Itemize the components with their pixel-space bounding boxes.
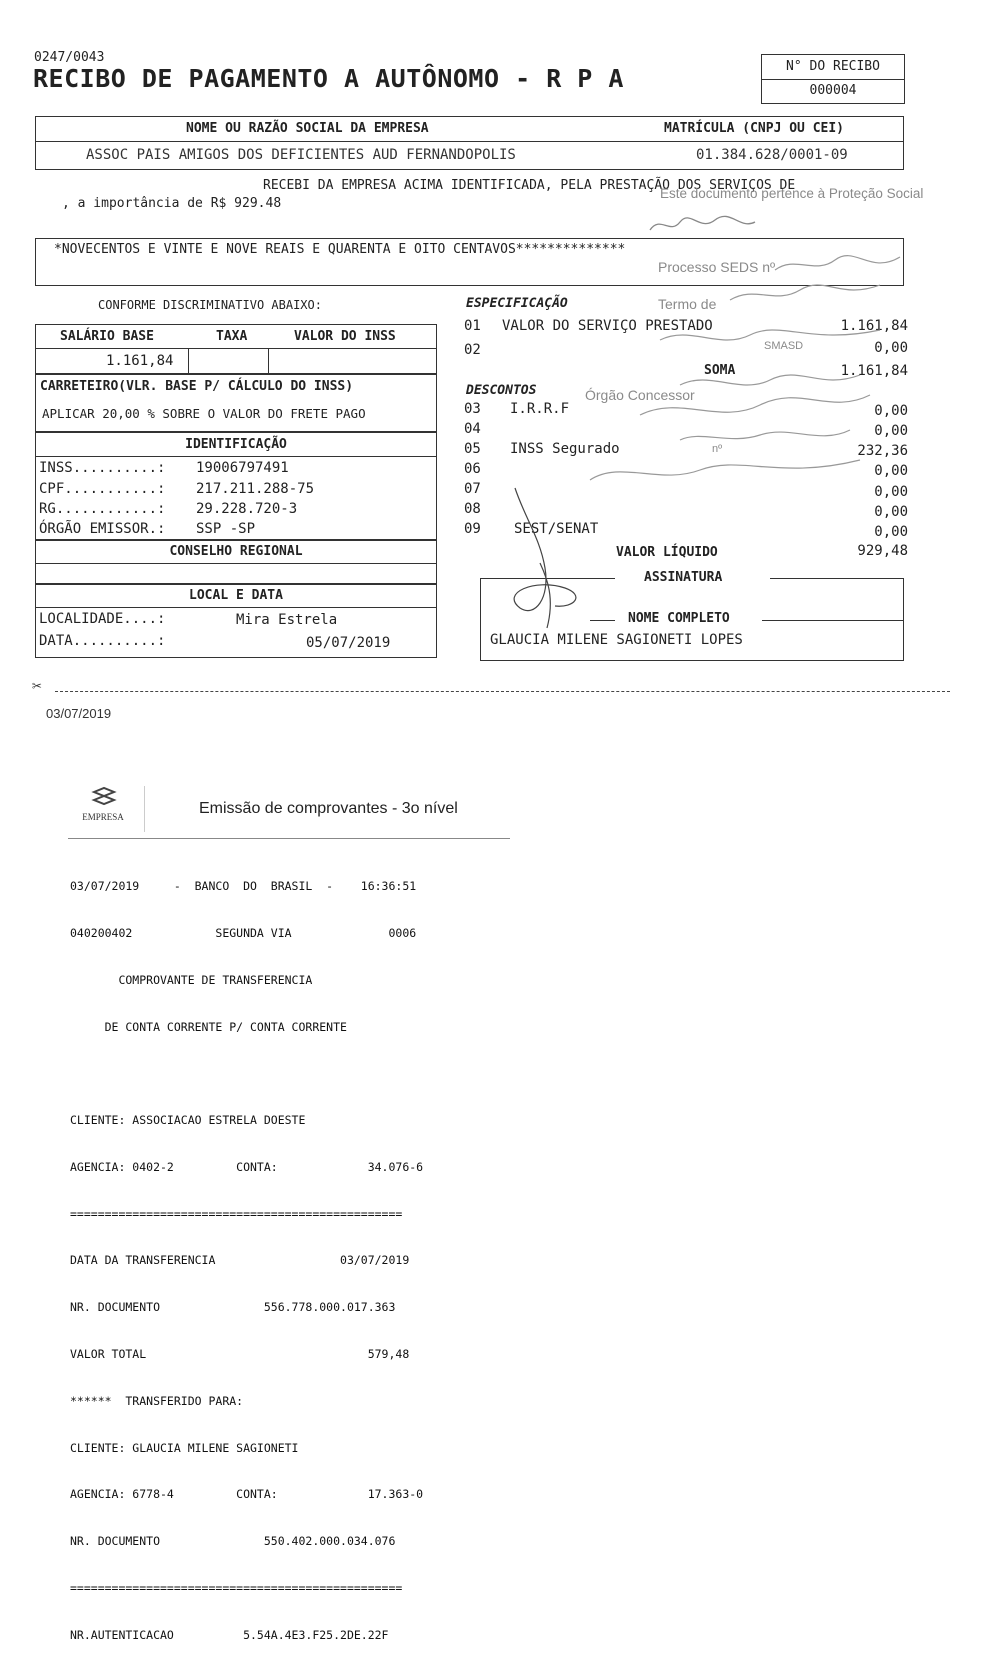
reference-number: 0247/0043 [34, 50, 105, 65]
receipt-line: DE CONTA CORRENTE P/ CONTA CORRENTE [70, 1019, 347, 1034]
salary-base-header: SALÁRIO BASE [60, 329, 154, 344]
receipt-line: DATA DA TRANSFERENCIA 03/07/2019 [70, 1253, 410, 1268]
stamp-convenio: nº [712, 443, 723, 455]
receipt-separator: ================================================ [70, 1580, 403, 1595]
bank-logo-icon [90, 786, 118, 810]
salary-table [35, 324, 437, 374]
carreteiro-title: CARRETEIRO(VLR. BASE P/ CÁLCULO DO INSS) [40, 379, 354, 394]
identification-box [35, 432, 437, 540]
rate-header: TAXA [216, 329, 248, 344]
receipt-line: CLIENTE: ASSOCIACAO ESTRELA DOESTE [70, 1113, 306, 1128]
discount-value-03: 0,00 [874, 403, 908, 419]
discount-value-08: 0,00 [874, 504, 908, 520]
handwritten-stamp-marks-icon [580, 245, 910, 505]
receipt-number: 000004 [809, 83, 857, 98]
receipt-line: VALOR TOTAL 579,48 [70, 1347, 410, 1361]
discount-code-09: 09 [464, 521, 481, 537]
council-title: CONSELHO REGIONAL [169, 544, 303, 559]
issuer-label: ÓRGÃO EMISSOR.: [39, 521, 166, 537]
company-cnpj: 01.384.628/0001-09 [696, 147, 848, 163]
scissors-icon: ✂ [32, 676, 42, 695]
signature-label: ASSINATURA [644, 570, 723, 585]
issuer-value: SSP -SP [196, 521, 256, 537]
spec-desc-01: VALOR DO SERVIÇO PRESTADO [502, 318, 713, 334]
spec-code-01: 01 [464, 318, 481, 334]
bank-logo-text: EMPRESA [82, 812, 124, 822]
discount-value-06: 0,00 [874, 463, 908, 479]
bank-heading-rule [68, 838, 510, 839]
company-box [35, 116, 904, 170]
identification-title: IDENTIFICAÇÃO [185, 437, 287, 452]
date-value: 05/07/2019 [306, 635, 391, 651]
receipt-number-label: N° DO RECIBO [786, 59, 880, 74]
place-date-title: LOCAL E DATA [189, 588, 283, 603]
company-name: ASSOC PAIS AMIGOS DOS DEFICIENTES AUD FERNANDOPOLIS [86, 147, 516, 163]
discount-code-06: 06 [464, 461, 481, 477]
bank-heading: Emissão de comprovantes - 3o nível [199, 800, 458, 817]
spec-title: ESPECIFICAÇÃO [466, 296, 568, 311]
discount-code-05: 05 [464, 441, 481, 457]
place-date-box [35, 584, 437, 658]
discount-desc-05: INSS Segurado [510, 441, 620, 457]
discount-code-03: 03 [464, 401, 481, 417]
receipt-line [70, 1066, 423, 1082]
receipt-line: 03/07/2019 - BANCO DO BRASIL - 16:36:51 [70, 879, 417, 894]
discount-code-08: 08 [464, 501, 481, 517]
rg-label: RG............: [39, 501, 166, 517]
print-date: 03/07/2019 [46, 706, 112, 721]
discount-desc-09: SEST/SENAT [514, 521, 599, 537]
company-header: NOME OU RAZÃO SOCIAL DA EMPRESA [186, 121, 429, 136]
locality-value: Mira Estrela [236, 612, 338, 628]
receipt-line: NR. DOCUMENTO 556.778.000.017.363 [70, 1300, 396, 1315]
carreteiro-text: APLICAR 20,00 % SOBRE O VALOR DO FRETE PAGO [42, 406, 366, 421]
receipt-number-box [761, 54, 905, 104]
full-name-label: NOME COMPLETO [628, 611, 730, 626]
amount-text: , a importância de R$ 929.48 [62, 196, 282, 211]
receipt-line: NR. DOCUMENTO 550.402.000.034.076 [70, 1534, 396, 1549]
discount-value-07: 0,00 [874, 484, 908, 500]
locality-label: LOCALIDADE....: [39, 611, 166, 627]
cpf-number: 217.211.288-75 [196, 481, 315, 497]
discount-code-04: 04 [464, 421, 481, 437]
page-title: RECIBO DE PAGAMENTO A AUTÔNOMO - R P A [33, 64, 624, 93]
sum-value: 1.161,84 [840, 363, 908, 379]
net-value-label: VALOR LÍQUIDO [616, 545, 718, 560]
handwritten-initials-icon [640, 210, 770, 240]
breakdown-label: CONFORME DISCRIMINATIVO ABAIXO: [98, 298, 322, 312]
received-text: RECEBI DA EMPRESA ACIMA IDENTIFICADA, PELA PRESTAÇÃO DOS SERVIÇOS DE [263, 178, 796, 193]
registration-header: MATRÍCULA (CNPJ OU CEI) [664, 121, 845, 136]
receipt-line: AGENCIA: 6778-4 CONTA: 17.363-0 [70, 1487, 424, 1502]
salary-base-value: 1.161,84 [106, 353, 174, 369]
stamp-document-belongs: Este documento pertence à Proteção Social [660, 186, 924, 201]
cut-line [55, 691, 950, 692]
sum-label: SOMA [704, 363, 736, 378]
council-box [35, 540, 437, 584]
stamp-orgao: Órgão Concessor [585, 387, 695, 403]
inss-number: 19006797491 [196, 460, 289, 476]
discounts-title: DESCONTOS [466, 383, 537, 398]
bank-logo [68, 786, 145, 832]
spec-value-02: 0,00 [874, 340, 908, 356]
full-name-value: GLAUCIA MILENE SAGIONETI LOPES [490, 632, 743, 648]
inss-label: INSS..........: [39, 460, 166, 476]
discount-value-09: 0,00 [874, 524, 908, 540]
discount-value-05: 232,36 [857, 443, 908, 459]
receipt-line: ****** TRANSFERIDO PARA: [70, 1393, 244, 1408]
carreteiro-box [35, 374, 437, 432]
receipt-line: 040200402 SEGUNDA VIA 0006 [70, 925, 417, 940]
stamp-termo: Termo de [658, 296, 717, 312]
discount-code-07: 07 [464, 481, 481, 497]
spec-code-02: 02 [464, 342, 481, 358]
inss-value-header: VALOR DO INSS [294, 329, 396, 344]
date-label: DATA..........: [39, 633, 166, 649]
bank-receipt-body [70, 848, 423, 1659]
receipt-separator: ================================================ [70, 1206, 403, 1221]
receipt-line: CLIENTE: GLAUCIA MILENE SAGIONETI [70, 1440, 299, 1455]
stamp-smasd: SMASD [764, 340, 804, 352]
amount-words: *NOVECENTOS E VINTE E NOVE REAIS E QUARENTA E OITO CENTAVOS************** [54, 242, 626, 257]
rg-number: 29.228.720-3 [196, 501, 298, 517]
cpf-label: CPF...........: [39, 481, 166, 497]
spec-value-01: 1.161,84 [840, 318, 908, 334]
receipt-line: AGENCIA: 0402-2 CONTA: 34.076-6 [70, 1159, 424, 1174]
stamp-processo: Processo SEDS nº [658, 259, 776, 275]
discount-value-04: 0,00 [874, 423, 908, 439]
receipt-line: NR.AUTENTICACAO 5.54A.4E3.F25.2DE.22F [70, 1627, 389, 1642]
discount-desc-03: I.R.R.F [510, 401, 570, 417]
receipt-line: COMPROVANTE DE TRANSFERENCIA [70, 972, 313, 987]
net-value: 929,48 [857, 543, 908, 559]
